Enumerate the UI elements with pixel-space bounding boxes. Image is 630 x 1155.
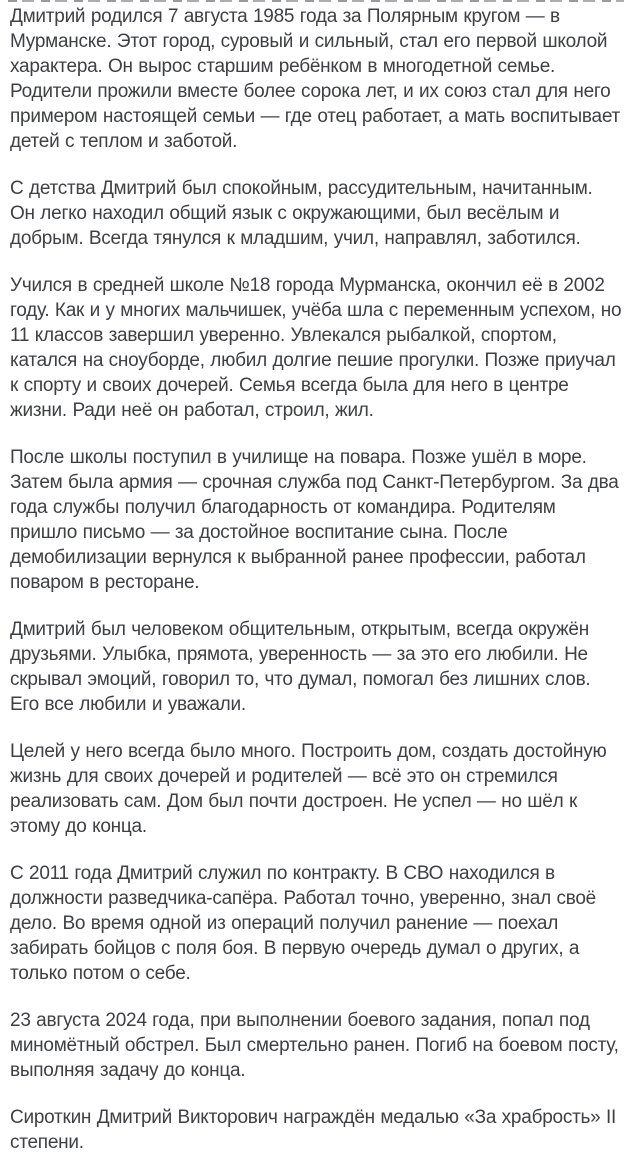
- paragraph-vocation-army: После школы поступил в училище на повара. Позже ушёл в море. Затем была армия — срочная служба под Санкт-Петербургом. За два года службы получил благодарность от командира. Родителям пришло письмо — за достойное воспитание сына. После демобилизации вернулся к выбранной ранее профессии, работал поваром в ресторане.: [10, 447, 619, 593]
- paragraph-birth-family: Дмитрий родился 7 августа 1985 года за Полярным кругом — в Мурманске. Этот город, суровый и сильный, стал его первой школой характера. Он вырос старшим ребёнком в многодетной семье. Родители прожили вместе более сорока лет, и их союз стал для него примером настоящей семьи — где отец работает, а мать воспитывает детей с теплом и заботой.: [10, 6, 620, 152]
- paragraph-personality: Дмитрий был человеком общительным, открытым, всегда окружён друзьями. Улыбка, прямота, уверенность — за это его любили. Не скрывал эмоций, говорил то, что думал, помогал без лишних слов. Его все любили и уважали.: [10, 619, 591, 715]
- cropped-text-remnant: [8, 0, 624, 2]
- paragraph-school-hobbies: Учился в средней школе №18 города Мурманска, окончил её в 2002 году. Как и у многих мальчишек, учёба шла с переменным успехом, но 11 классов завершил уверенно. Увлекался рыбалкой, спортом, катался на сноуборде, любил долгие пешие прогулки. Позже приучал к спорту и своих дочерей. Семья всегда была для него в центре жизни. Ради неё он работал, строил, жил.: [10, 275, 622, 421]
- paragraph-award: Сироткин Дмитрий Викторович награждён медалью «За храбрость» II степени.: [10, 1107, 617, 1153]
- biography-article: [10, 4, 622, 1155]
- paragraph-goals-house: Целей у него всегда было много. Построить дом, создать достойную жизнь для своих дочерей и родителей — всё это он стремился реализовать сам. Дом был почти достроен. Не успел — но шёл к этому до конца.: [10, 741, 607, 837]
- paragraph-death: 23 августа 2024 года, при выполнении боевого задания, попал под миномётный обстрел. Был смертельно ранен. Погиб на боевом посту, выполняя задачу до конца.: [10, 1010, 619, 1081]
- paragraph-contract-service: С 2011 года Дмитрий служил по контракту. В СВО находился в должности разведчика-сапёра. Работал точно, уверенно, знал своё дело. Во время одной из операций получил ранение — поехал забирать бойцов с поля боя. В первую очередь думал о других, а только потом о себе.: [10, 863, 596, 984]
- paragraph-childhood-character: С детства Дмитрий был спокойным, рассудительным, начитанным. Он легко находил общий язык с окружающими, был весёлым и добрым. Всегда тянулся к младшим, учил, направлял, заботился.: [10, 178, 593, 249]
